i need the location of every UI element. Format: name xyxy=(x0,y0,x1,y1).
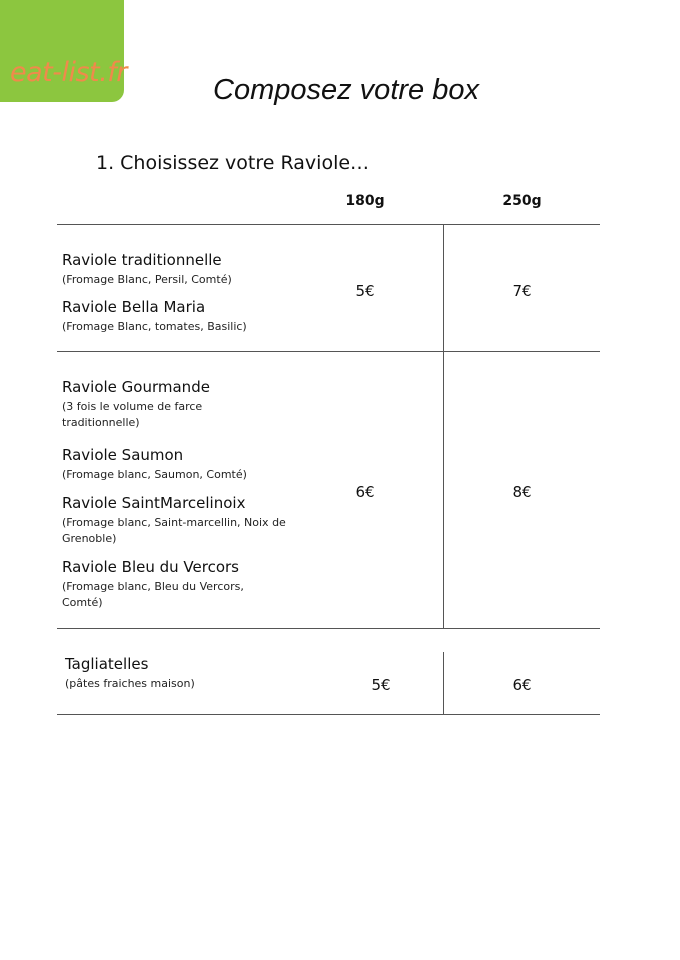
price-180g: 5€ xyxy=(355,282,375,300)
menu-item xyxy=(62,557,262,611)
column-divider xyxy=(443,224,444,628)
item-name: Raviole traditionnelle xyxy=(62,251,222,269)
price-250g: 6€ xyxy=(512,676,532,694)
price-250g: 7€ xyxy=(512,282,532,300)
table-divider xyxy=(57,351,600,352)
item-name: Raviole Bella Maria xyxy=(62,298,206,316)
menu-item xyxy=(62,493,287,547)
item-description: (Fromage blanc, Bleu du Vercors, Comté) xyxy=(62,580,244,609)
item-description: (3 fois le volume de farce traditionnelle) xyxy=(62,400,203,429)
table-divider xyxy=(57,628,600,629)
page-title: Composez votre box xyxy=(213,74,479,106)
table-divider xyxy=(57,714,600,715)
column-header-250g: 250g xyxy=(502,193,542,209)
menu-item xyxy=(65,654,305,692)
column-header-180g: 180g xyxy=(345,193,385,209)
item-name: Tagliatelles xyxy=(65,655,149,673)
item-description: (Fromage blanc, Saint-marcellin, Noix de Grenoble) xyxy=(62,516,286,545)
item-description: (Fromage blanc, Saumon, Comté) xyxy=(62,468,247,481)
item-description: (pâtes fraiches maison) xyxy=(65,677,195,690)
menu-item xyxy=(62,377,252,431)
menu-item xyxy=(62,297,302,335)
price-250g: 8€ xyxy=(512,483,532,501)
item-name: Raviole SaintMarcelinoix xyxy=(62,494,246,512)
price-180g: 5€ xyxy=(371,676,391,694)
table-divider xyxy=(57,224,600,225)
logo-text: eat-list.fr xyxy=(10,57,127,88)
item-name: Raviole Gourmande xyxy=(62,378,210,396)
item-description: (Fromage Blanc, Persil, Comté) xyxy=(62,273,232,286)
item-name: Raviole Bleu du Vercors xyxy=(62,558,239,576)
menu-item xyxy=(62,445,302,483)
item-description: (Fromage Blanc, tomates, Basilic) xyxy=(62,320,247,333)
price-180g: 6€ xyxy=(355,483,375,501)
column-divider xyxy=(443,652,444,714)
section-heading: 1. Choisissez votre Raviole… xyxy=(96,152,370,174)
menu-item xyxy=(62,250,302,288)
item-name: Raviole Saumon xyxy=(62,446,184,464)
